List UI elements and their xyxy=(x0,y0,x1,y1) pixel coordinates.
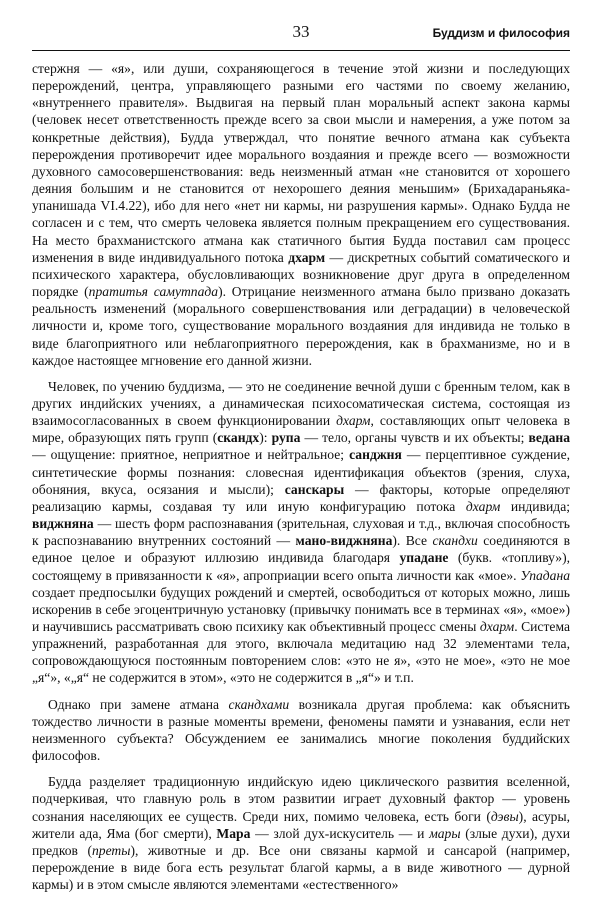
text-run: стержня — «я», или души, сохраняющегося в течение этой жизни и последующих перерождений, центра, управляющего разными его частями по своему желанию, «внутреннего правителя». Выдвигая на первый план моральный аспект закона кармы (человек несет ответственность прежде всего за свои мысли и намерения, а уже потом за конкретные действия), Будда утверждал, что понятие вечного атмана как субъекта перерождения противоречит идее морального воздаяния и прежде всего — возможности духовного самосовершенствования: ведь неизменный атман «не становится от хорошего деяния большим и не становится от нехорошего деяния меньшим» (Брихадараньяка-упанишада VI.4.22), ибо для него «нет ни кармы, ни разрушения кармы». Однако Будда не согласен и с тем, что смерть человека является полным прекращением его существования. На место брахманистского атмана как статичного бытия Будда поставил сам процесс изменения в виде индивидуального потока xyxy=(32,61,570,265)
text-run: — злой дух-искуситель — и xyxy=(250,825,430,841)
italic-term: скандхи xyxy=(432,533,478,549)
text-run: (букв. «топливу»), состоящему в привязанности к «я», апроприации всего опыта личности как «мое». xyxy=(32,550,570,583)
page-number: 33 xyxy=(292,22,310,41)
italic-term: мары xyxy=(429,825,461,841)
paragraph xyxy=(32,60,570,369)
text-run: — шесть форм распознавания (зрительная, слуховая и т.д., включая способность к распознаванию внутренних состояний — xyxy=(32,516,570,549)
text-run: Человек, по учению буддизма, — это не соединение вечной души с бренным телом, как в других индийских учениях, а динамическая психосоматическая система, состоящая из взаимосогласованных в своем функционировании xyxy=(32,378,570,429)
paragraph xyxy=(32,378,570,687)
bold-term: санскары xyxy=(284,481,345,497)
bold-term: рупа xyxy=(271,430,301,446)
paragraph xyxy=(32,773,570,893)
italic-term: Упадана xyxy=(520,567,570,583)
running-title: Буддизм и философия xyxy=(432,26,570,40)
text-run: — ощущение: приятное, неприятное и нейтральное; xyxy=(32,447,350,463)
text-run: (злые духи), духи предков ( xyxy=(32,825,570,858)
bold-term: ведана xyxy=(528,430,570,446)
body-text xyxy=(32,60,570,904)
page-header xyxy=(32,20,570,51)
text-run: . Система упражнений, разработанная для этого, включала медитацию над 32 элементами тела, сопровождающуюся постоянным повторением слов: «это не я», «это не мое», «это не мое „я“», «„я“ не содержится в этом», «это не содержится в „я“» и т.п. xyxy=(32,619,570,686)
italic-term: дхарм xyxy=(336,413,371,429)
bold-term: Мара xyxy=(216,825,251,841)
italic-term: преты xyxy=(91,842,131,858)
text-run: ), асуры, жители ада, Яма (бог смерти), xyxy=(32,808,570,841)
text-run: Однако при замене атмана xyxy=(48,696,229,712)
text-run: ). Все xyxy=(392,533,433,549)
text-run: — перцептивное суждение, синтетические формы познания: словесная идентификация объектов (зрения, слуха, обоняния, вкуса, осязания и мысли); xyxy=(32,447,570,497)
paragraph xyxy=(32,696,570,765)
text-run: ): xyxy=(259,430,272,446)
italic-term: дхарм xyxy=(479,619,515,634)
text-run: ), животные и др. Все они связаны кармой и сансарой (например, перерождение в виде бога есть результат благой кармы, а в виде животного — дурной кармы) и в этом смысле являются элементами «естественного» xyxy=(32,842,570,893)
text-run: индивида; xyxy=(500,498,570,514)
text-run: возникала другая проблема: как объяснить тождество личности в разные моменты времени, феномены памяти и узнавания, если нет неизменного субъекта? Обсуждением ее занимались многие поколения буддийских философов. xyxy=(32,696,570,764)
text-run: , составляющих опыт человека в мире, образующих пять групп ( xyxy=(32,413,570,446)
text-run: ). Отрицание неизменного атмана было призвано доказать реальность изменений (морального совершенствования или деградации) в человеческой личности и, кроме того, существование морального воздаяния для индивида не только в виде благоприятного или неблагоприятного перерождения, как в брахманизме, но и в каждое настоящее мгновение его данной жизни. xyxy=(32,284,570,368)
text-run: — тело, органы чувств и их объекты; xyxy=(300,430,529,446)
italic-term: пратитья самутпада xyxy=(88,284,219,300)
italic-term: дхарм xyxy=(465,498,501,514)
bold-term: скандх xyxy=(217,430,260,446)
bold-term: дхарм xyxy=(288,249,326,265)
italic-term: дэвы xyxy=(490,808,519,824)
bold-term: санджня xyxy=(349,447,402,463)
italic-term: скандхами xyxy=(228,696,290,712)
text-run: соединяются в единое целое и образуют иллюзию индивида благодаря xyxy=(32,533,570,566)
text-run: создает предпосылки будущих рождений и смертей, освободиться от которых можно, лишь искоренив в себе эгоцентричную установку (привычку понимать все в терминах «я», «мое») и научившись рассматривать свою психику как объективный процесс смены xyxy=(32,584,570,634)
text-run: Будда разделяет традиционную индийскую идею циклического развития вселенной, подчеркивая, что главную роль в этом развитии играет духовный фактор — уровень сознания населяющих ее существ. Среди них, помимо человека, есть боги ( xyxy=(32,774,570,824)
text-run: — дискретных событий соматического и психического характера, обусловливающих возникновение друг друга в определенном порядке ( xyxy=(32,249,570,300)
bold-term: виджняна xyxy=(32,516,94,532)
text-run: — факторы, которые определяют реализацию кармы, создавая ту или иную конфигурацию потока xyxy=(32,481,570,514)
bold-term: упадане xyxy=(399,550,449,566)
bold-term: мано-виджняна xyxy=(295,533,393,549)
